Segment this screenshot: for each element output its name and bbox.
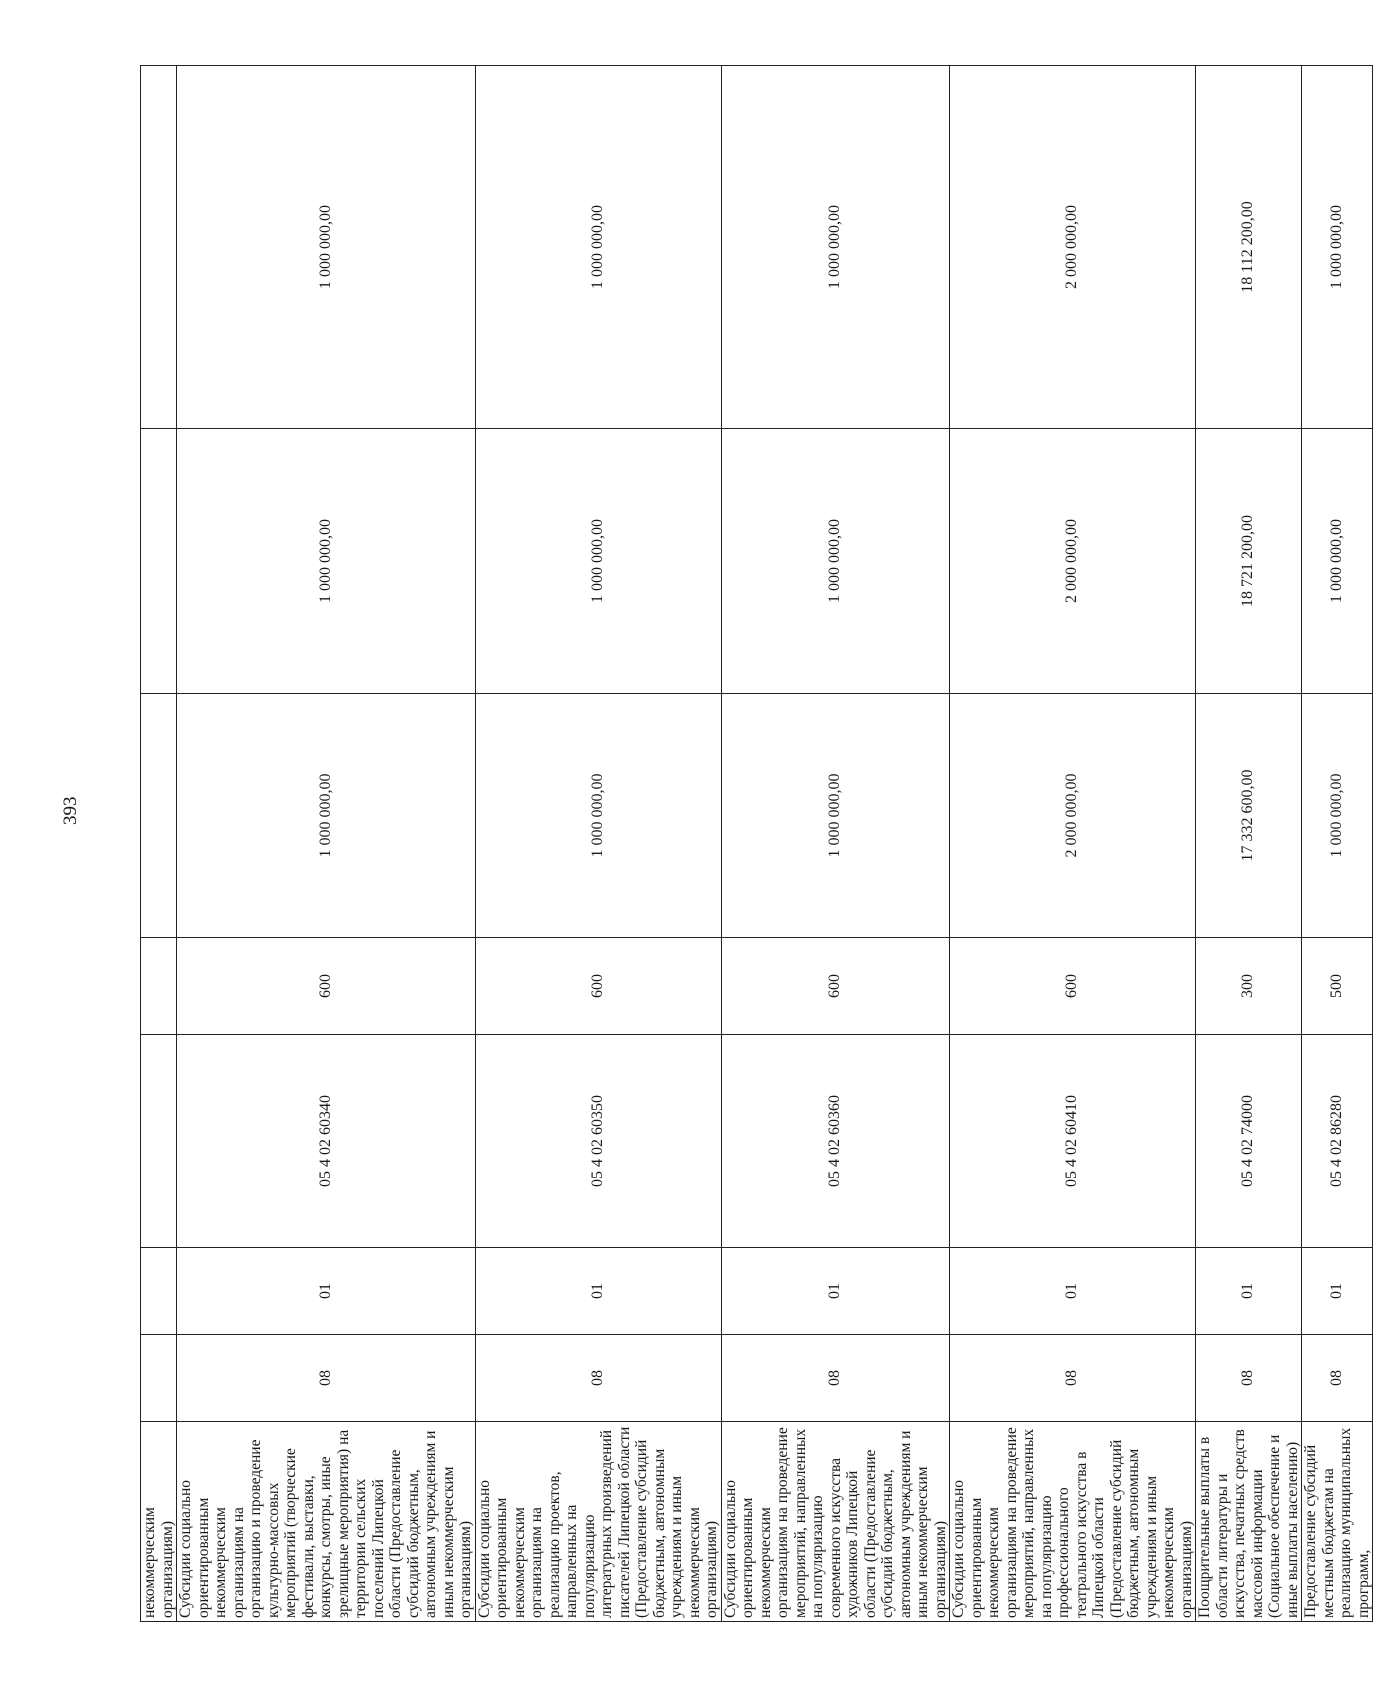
table-row xyxy=(475,66,721,1622)
sum3-cell: 1 000 000,00 xyxy=(177,66,476,429)
table-row xyxy=(141,66,177,1622)
podrazdel-cell: 01 xyxy=(1196,1248,1302,1335)
csr-cell: 05 4 02 60360 xyxy=(721,1035,950,1248)
razdel-cell xyxy=(141,1335,177,1422)
vr-cell: 600 xyxy=(177,938,476,1035)
csr-cell xyxy=(141,1035,177,1248)
sum1-cell: 1 000 000,00 xyxy=(1302,694,1373,938)
sum2-cell: 2 000 000,00 xyxy=(950,429,1196,694)
csr-cell: 05 4 02 60410 xyxy=(950,1035,1196,1248)
vr-cell: 500 xyxy=(1302,938,1373,1035)
rotated-table-container xyxy=(140,66,1372,1622)
vr-cell: 600 xyxy=(950,938,1196,1035)
csr-cell: 05 4 02 86280 xyxy=(1302,1035,1373,1248)
csr-cell: 05 4 02 60340 xyxy=(177,1035,476,1248)
row-name: некоммерческим организациям) xyxy=(141,1422,177,1622)
vr-cell: 600 xyxy=(721,938,950,1035)
razdel-cell: 08 xyxy=(950,1335,1196,1422)
row-name: Предоставление субсидий местным бюджетам на реализацию муниципальных программ, xyxy=(1302,1422,1373,1622)
sum1-cell: 2 000 000,00 xyxy=(950,694,1196,938)
sum3-cell: 18 112 200,00 xyxy=(1196,66,1302,429)
podrazdel-cell: 01 xyxy=(177,1248,476,1335)
sum3-cell: 1 000 000,00 xyxy=(1302,66,1373,429)
podrazdel-cell: 01 xyxy=(950,1248,1196,1335)
razdel-cell: 08 xyxy=(1196,1335,1302,1422)
table-row xyxy=(950,66,1196,1622)
sum3-cell: 1 000 000,00 xyxy=(475,66,721,429)
razdel-cell: 08 xyxy=(177,1335,476,1422)
table-row xyxy=(177,66,476,1622)
razdel-cell: 08 xyxy=(721,1335,950,1422)
sum3-cell: 2 000 000,00 xyxy=(950,66,1196,429)
sum1-cell: 17 332 600,00 xyxy=(1196,694,1302,938)
sum1-cell: 1 000 000,00 xyxy=(177,694,476,938)
table-row xyxy=(1302,66,1373,1622)
sum2-cell: 18 721 200,00 xyxy=(1196,429,1302,694)
table-row xyxy=(721,66,950,1622)
table-row xyxy=(1196,66,1302,1622)
row-name: Субсидии социально ориентированным некоммерческим организациям на организацию и проведение культурно-массовых мероприятий (творческие фестивали, выставки, конкурсы, смотры, иные зрелищные мероприятия) на территории сельских поселений Липецкой области (Предоставление субсидий бюджетным, автономным учреждениям и иным некоммерческим организациям) xyxy=(177,1422,476,1622)
sum2-cell: 1 000 000,00 xyxy=(475,429,721,694)
csr-cell: 05 4 02 74000 xyxy=(1196,1035,1302,1248)
sum2-cell: 1 000 000,00 xyxy=(721,429,950,694)
sum2-cell: 1 000 000,00 xyxy=(177,429,476,694)
sum2-cell xyxy=(141,429,177,694)
razdel-cell: 08 xyxy=(475,1335,721,1422)
sum1-cell xyxy=(141,694,177,938)
podrazdel-cell: 01 xyxy=(475,1248,721,1335)
vr-cell xyxy=(141,938,177,1035)
sum2-cell: 1 000 000,00 xyxy=(1302,429,1373,694)
podrazdel-cell: 01 xyxy=(721,1248,950,1335)
sum1-cell: 1 000 000,00 xyxy=(475,694,721,938)
budget-table xyxy=(140,65,1373,1622)
csr-cell: 05 4 02 60350 xyxy=(475,1035,721,1248)
sum3-cell: 1 000 000,00 xyxy=(721,66,950,429)
sum3-cell xyxy=(141,66,177,429)
row-name: Субсидии социально ориентированным некоммерческим организациям на проведение мероприятий, направленных на популяризацию современного искусства художников Липецкой области (Предоставление субсидий бюджетным, автономным учреждениям и иным некоммерческим организациям) xyxy=(721,1422,950,1622)
row-name: Субсидии социально ориентированным некоммерческим организациям на проведение мероприятий, направленных на популяризацию профессионального театрального искусства в Липецкой области (Предоставление субсидий бюджетным, автономным учреждениям и иным некоммерческим организациям) xyxy=(950,1422,1196,1622)
razdel-cell: 08 xyxy=(1302,1335,1373,1422)
podrazdel-cell xyxy=(141,1248,177,1335)
vr-cell: 600 xyxy=(475,938,721,1035)
podrazdel-cell: 01 xyxy=(1302,1248,1373,1335)
vr-cell: 300 xyxy=(1196,938,1302,1035)
row-name: Субсидии социально ориентированным некоммерческим организациям на реализацию проектов, направленных на популяризацию литературных произведений писателей Липецкой области (Предоставление субсидий бюджетным, автономным учреждениям и иным некоммерческим организациям) xyxy=(475,1422,721,1622)
row-name: Поощрительные выплаты в области литературы и искусства, печатных средств массовой информации (Социальное обеспечение и иные выплаты населению) xyxy=(1196,1422,1302,1622)
sum1-cell: 1 000 000,00 xyxy=(721,694,950,938)
page-number: 393 xyxy=(60,796,81,825)
